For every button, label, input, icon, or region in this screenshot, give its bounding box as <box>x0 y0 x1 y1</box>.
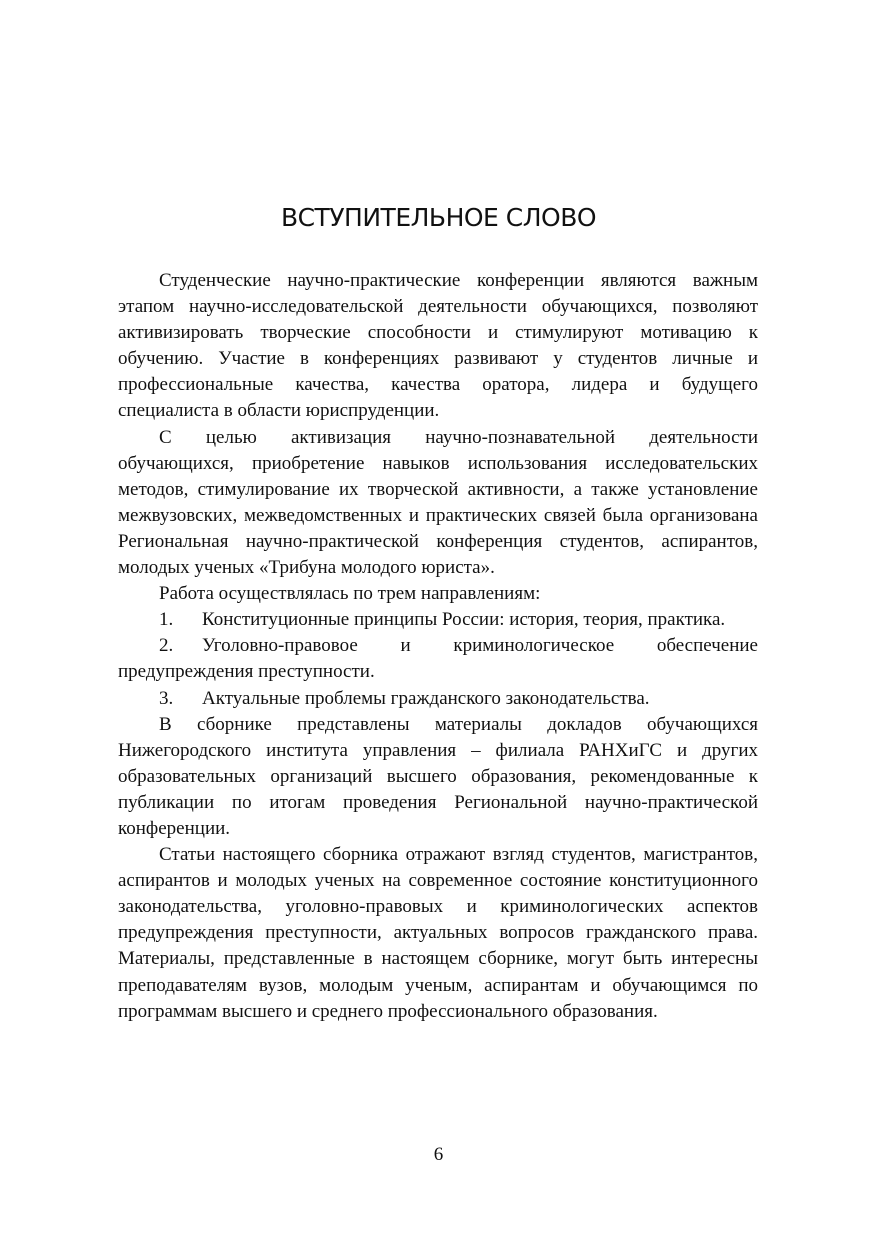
page-title: ВСТУПИТЕЛЬНОЕ СЛОВО <box>280 203 597 232</box>
list-item-number: 3. <box>159 687 174 709</box>
list-item-number: 1. <box>159 609 174 631</box>
list-item-text: Уголовно-правовое и криминологическое обеспечение предупреждения преступности. <box>118 635 758 683</box>
paragraph: Статьи настоящего сборника отражают взгляд студентов, магистрантов, аспирантов и молодых ученых на современное состояние конституционного законодательства, уголовно-правовых и криминологических аспектов предупреждения преступности, актуальных вопросов гражданского права. Материалы, представленные в настоящем сборнике, могут быть интересны преподавателям вузов, молодым ученым, аспирантам и обучающимся по программам высшего и среднего профессионального образования. <box>118 844 758 1022</box>
page-number: 6 <box>433 1144 444 1165</box>
paragraph: С целью активизация научно-познавательной деятельности обучающихся, приобретение навыков использования исследовательских методов, стимулирование их творческой активности, а также установление межвузовских, межведомственных и практических связей была организована Региональная научно-практической конференция студентов, аспирантов, молодых ученых «Трибуна молодого юриста». <box>118 426 758 579</box>
list-item <box>118 633 758 685</box>
paragraph: Студенческие научно-практические конференции являются важным этапом научно-исследовательской деятельности обучающихся, позволяют активизировать творческие способности и стимулируют мотивацию к обучению. Участие в конференциях развивают у студентов личные и профессиональные качества, качества оратора, лидера и будущего специалиста в области юриспруденции. <box>118 270 758 422</box>
list-item-number: 2. <box>159 635 174 657</box>
paragraph: В сборнике представлены материалы докладов обучающихся Нижегородского института управления – филиала РАНХиГС и других образовательных организаций высшего образования, рекомендованные к публикации по итогам проведения Региональной научно-практической конференции. <box>118 713 758 839</box>
directions-list <box>118 607 758 711</box>
list-item-text: Актуальные проблемы гражданского законодательства. <box>202 687 650 709</box>
list-item <box>118 686 758 712</box>
document-body <box>118 268 758 1025</box>
list-item-text: Конституционные принципы России: история, теория, практика. <box>202 609 726 631</box>
list-item <box>118 607 758 633</box>
paragraph: Работа осуществлялась по трем направлениям: <box>159 583 541 605</box>
